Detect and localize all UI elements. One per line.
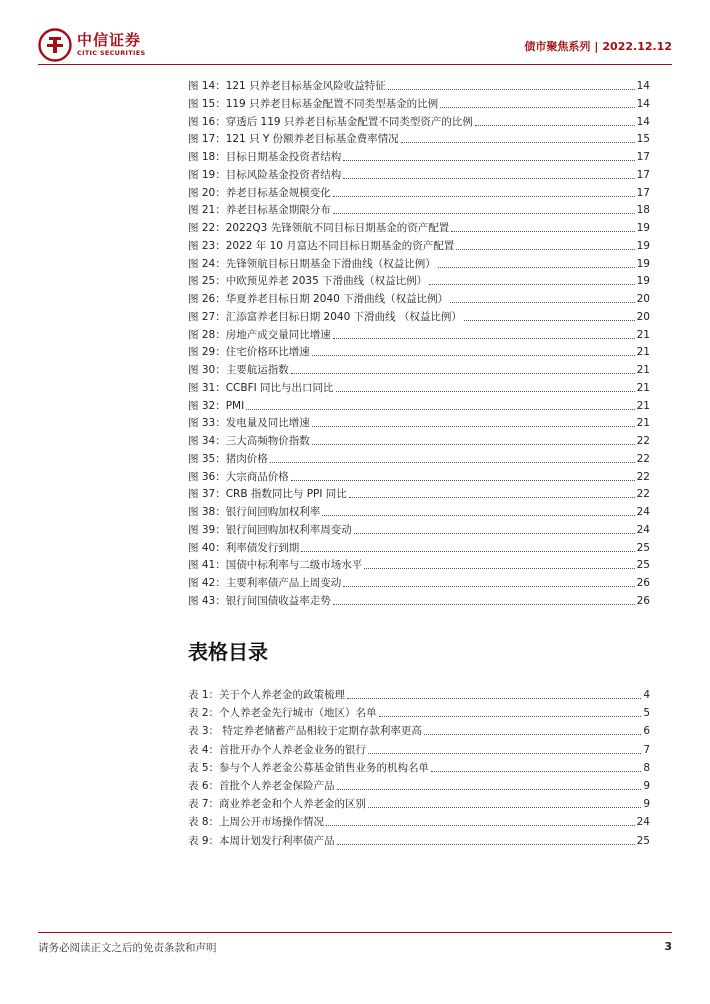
figure-toc-label: 图 34：三大高频物价指数 (188, 435, 310, 447)
figure-toc-page: 21 (636, 364, 650, 376)
table-toc-page: 24 (636, 816, 650, 829)
table-toc-label: 表 5：参与个人养老金公募基金销售业务的机构名单 (188, 761, 430, 774)
table-toc-entry[interactable] (188, 722, 650, 738)
table-toc-label: 表 3： 特定养老储蓄产品相较于定期存款利率更高 (188, 725, 422, 738)
figure-toc-label: 图 21：养老目标基金期限分布 (188, 204, 331, 217)
figure-toc-label: 图 38：银行间回购加权利率 (188, 506, 321, 518)
table-toc-entry[interactable] (188, 832, 650, 848)
table-toc-entry[interactable] (188, 704, 650, 720)
dot-leader (456, 249, 634, 250)
table-toc-page: 8 (643, 761, 650, 774)
dot-leader (246, 409, 634, 410)
dot-leader (291, 480, 635, 481)
footer-divider (38, 932, 672, 933)
dot-leader (440, 107, 635, 108)
figure-toc-entry[interactable] (188, 539, 650, 555)
figure-toc-page: 22 (636, 488, 650, 501)
figure-toc-label: 图 41：国债中标利率与二级市场水平 (188, 559, 363, 572)
figure-toc-page: 21 (636, 399, 650, 412)
table-toc-entry[interactable] (188, 813, 650, 829)
table-toc-label: 表 7：商业养老金和个人养老金的区别 (188, 798, 367, 811)
figure-toc-label: 图 23：2022 年 10 月富达不同目标日期基金的资产配置 (188, 239, 455, 252)
figure-toc-entry[interactable] (188, 343, 650, 359)
figure-toc-page: 24 (636, 506, 650, 518)
figure-toc-entry[interactable] (188, 468, 650, 484)
figure-toc-label: 图 43：银行间国债收益率走势 (188, 594, 331, 607)
figure-toc-page: 17 (636, 186, 650, 199)
figure-toc-label: 图 31：CCBFI 同比与出口同比 (188, 381, 334, 394)
figure-toc-entry[interactable] (188, 77, 650, 93)
figure-toc-page: 21 (636, 417, 650, 430)
logo-english-name: CITIC SECURITIES (77, 49, 146, 58)
dot-leader (368, 753, 641, 754)
figure-toc-page: 20 (636, 310, 650, 323)
table-toc-page: 6 (643, 725, 650, 738)
dot-leader (343, 178, 634, 179)
figure-toc-entry[interactable] (188, 397, 650, 413)
citic-logo-icon (38, 28, 72, 62)
dot-leader (333, 338, 635, 339)
table-toc-page: 9 (643, 780, 650, 792)
table-toc-label: 表 4：首批开办个人养老金业务的银行 (188, 743, 367, 756)
dot-leader (368, 807, 641, 808)
figure-toc-entry[interactable] (188, 130, 650, 146)
page-number: 3 (664, 940, 672, 953)
figure-toc-label: 图 26：华夏养老目标日期 2040 下滑曲线（权益比例） (188, 293, 449, 305)
dot-leader (450, 302, 635, 303)
dot-leader (337, 844, 635, 845)
dot-leader (438, 267, 635, 268)
figure-toc-page: 19 (636, 275, 650, 288)
figure-toc-entry[interactable] (188, 113, 650, 129)
dot-leader (336, 391, 635, 392)
dot-leader (322, 515, 634, 516)
dot-leader (379, 716, 642, 717)
figure-toc-entry[interactable] (188, 485, 650, 501)
figure-toc-label: 图 42：主要利率债产品上周变动 (188, 577, 342, 589)
figure-toc-page: 22 (636, 470, 650, 483)
dot-leader (347, 698, 641, 699)
figure-toc-label: 图 14：121 只养老目标基金风险收益特征 (188, 80, 386, 92)
figure-toc-page: 15 (636, 133, 650, 146)
figure-toc-label: 图 25：中欧预见养老 2035 下滑曲线（权益比例） (188, 275, 428, 288)
dot-leader (364, 568, 634, 569)
figure-toc-page: 25 (636, 559, 650, 572)
dot-leader (354, 533, 635, 534)
figure-toc-entry[interactable] (188, 361, 650, 377)
figure-toc-page: 26 (636, 577, 650, 589)
dot-leader (326, 825, 635, 826)
figure-toc-entry[interactable] (188, 308, 650, 324)
dot-leader (475, 125, 635, 126)
table-toc-label: 表 1：关于个人养老金的政策梳理 (188, 689, 346, 701)
dot-leader (343, 160, 634, 161)
header-separator: | (594, 40, 599, 53)
figure-toc-label: 图 28：房地产成交量同比增速 (188, 328, 331, 341)
brand-logo (38, 28, 145, 62)
tables-section-title: 表格目录 (188, 640, 268, 664)
table-toc-page: 5 (643, 707, 650, 720)
table-toc-entry[interactable] (188, 777, 650, 793)
figure-toc-entry[interactable] (188, 521, 650, 537)
figure-toc-label: 图 20：养老目标基金规模变化 (188, 186, 331, 199)
dot-leader (333, 604, 635, 605)
dot-leader (424, 734, 641, 735)
figure-toc-label: 图 37：CRB 指数同比与 PPI 同比 (188, 488, 347, 501)
figure-toc-label: 图 35：猪肉价格 (188, 452, 268, 465)
figure-toc-entry[interactable] (188, 432, 650, 448)
figure-toc-label: 图 27：汇添富养老目标日期 2040 下滑曲线 （权益比例） (188, 310, 462, 323)
figure-toc-page: 25 (636, 541, 650, 554)
footer-disclaimer: 请务必阅读正文之后的免责条款和声明 (38, 942, 217, 954)
figure-toc-entry[interactable] (188, 255, 650, 271)
dot-leader (333, 213, 635, 214)
page-header (38, 28, 672, 60)
figure-toc-page: 19 (636, 239, 650, 252)
figure-toc-entry[interactable] (188, 574, 650, 590)
figure-toc-entry[interactable] (188, 450, 650, 466)
figure-toc-label: 图 24：先锋领航目标日期基金下滑曲线（权益比例） (188, 257, 436, 270)
figure-toc-page: 22 (636, 435, 650, 447)
table-toc-entry[interactable] (188, 795, 650, 811)
figure-toc-page: 21 (636, 328, 650, 341)
dot-leader (429, 284, 635, 285)
dot-leader (337, 789, 642, 790)
table-toc-label: 表 9：本周计划发行利率债产品 (188, 834, 335, 847)
table-toc-label: 表 2：个人养老金先行城市（地区）名单 (188, 707, 377, 720)
report-series-info (524, 38, 672, 54)
figure-toc-page: 18 (636, 204, 650, 217)
header-divider (38, 64, 672, 65)
figure-toc-page: 26 (636, 594, 650, 607)
table-toc-page: 25 (636, 834, 650, 847)
figure-toc-entry[interactable] (188, 201, 650, 217)
figure-toc-label: 图 30：主要航运指数 (188, 364, 289, 376)
figure-toc-entry[interactable] (188, 148, 650, 164)
report-series: 债市聚焦系列 (524, 40, 591, 53)
figure-toc-entry[interactable] (188, 503, 650, 519)
dot-leader (312, 426, 635, 427)
figure-toc-page: 14 (636, 97, 650, 110)
table-toc-entry[interactable] (188, 759, 650, 775)
figure-toc-page: 20 (636, 293, 650, 305)
figure-toc-entry[interactable] (188, 556, 650, 572)
report-date: 2022.12.12 (602, 40, 672, 53)
figure-toc-page: 21 (636, 381, 650, 394)
table-toc-label: 表 6：首批个人养老金保险产品 (188, 780, 335, 792)
figure-toc-page: 24 (636, 523, 650, 536)
dot-leader (451, 231, 634, 232)
figure-toc-page: 14 (636, 80, 650, 92)
figure-toc-entry[interactable] (188, 592, 650, 608)
figure-toc-page: 17 (636, 151, 650, 163)
dot-leader (349, 497, 635, 498)
dot-leader (312, 355, 635, 356)
figure-toc-page: 19 (636, 222, 650, 234)
figure-toc-entry[interactable] (188, 414, 650, 430)
figure-toc-label: 图 39：银行间回购加权利率周变动 (188, 523, 352, 536)
dot-leader (333, 196, 635, 197)
figure-toc-page: 22 (636, 452, 650, 465)
figure-toc-page: 21 (636, 346, 650, 359)
table-toc-page: 7 (643, 743, 650, 756)
figure-toc-entry[interactable] (188, 272, 650, 288)
dot-leader (343, 586, 634, 587)
dot-leader (270, 462, 635, 463)
dot-leader (388, 89, 635, 90)
figure-toc-label: 图 15：119 只养老目标基金配置不同类型基金的比例 (188, 97, 439, 110)
figure-toc-label: 图 22：2022Q3 先锋领航不同目标日期基金的资产配置 (188, 222, 450, 234)
table-toc-entry[interactable] (188, 741, 650, 757)
figure-toc-label: 图 17：121 只 Y 份额养老目标基金费率情况 (188, 133, 399, 146)
figure-toc-entry[interactable] (188, 237, 650, 253)
figure-toc-page: 14 (636, 115, 650, 128)
dot-leader (312, 444, 635, 445)
figure-toc-label: 图 36：大宗商品价格 (188, 470, 289, 483)
figure-toc-entry[interactable] (188, 184, 650, 200)
table-toc-label: 表 8：上周公开市场操作情况 (188, 816, 325, 829)
figure-toc-entry[interactable] (188, 326, 650, 342)
dot-leader (291, 373, 635, 374)
figure-toc-page: 17 (636, 168, 650, 181)
figure-toc-entry[interactable] (188, 95, 650, 111)
figure-toc-page: 19 (636, 257, 650, 270)
table-toc-page: 4 (643, 689, 650, 701)
figure-toc-entry[interactable] (188, 379, 650, 395)
figure-toc-entry[interactable] (188, 219, 650, 235)
figure-toc-label: 图 32：PMI (188, 399, 245, 412)
table-toc-page: 9 (643, 798, 650, 811)
figure-toc-label: 图 33：发电量及同比增速 (188, 417, 310, 430)
logo-chinese-name: 中信证券 (77, 31, 142, 50)
figure-toc-entry[interactable] (188, 290, 650, 306)
figure-toc-entry[interactable] (188, 166, 650, 182)
figure-toc-label: 图 40：利率债发行到期 (188, 541, 300, 554)
figure-toc-label: 图 19：目标风险基金投资者结构 (188, 168, 342, 181)
figure-toc-label: 图 18：目标日期基金投资者结构 (188, 151, 342, 163)
figure-toc-label: 图 16：穿透后 119 只养老目标基金配置不同类型资产的比例 (188, 115, 473, 128)
dot-leader (431, 771, 641, 772)
figure-toc-label: 图 29：住宅价格环比增速 (188, 346, 310, 359)
dot-leader (464, 320, 635, 321)
dot-leader (301, 551, 634, 552)
table-toc-entry[interactable] (188, 686, 650, 702)
dot-leader (401, 142, 635, 143)
